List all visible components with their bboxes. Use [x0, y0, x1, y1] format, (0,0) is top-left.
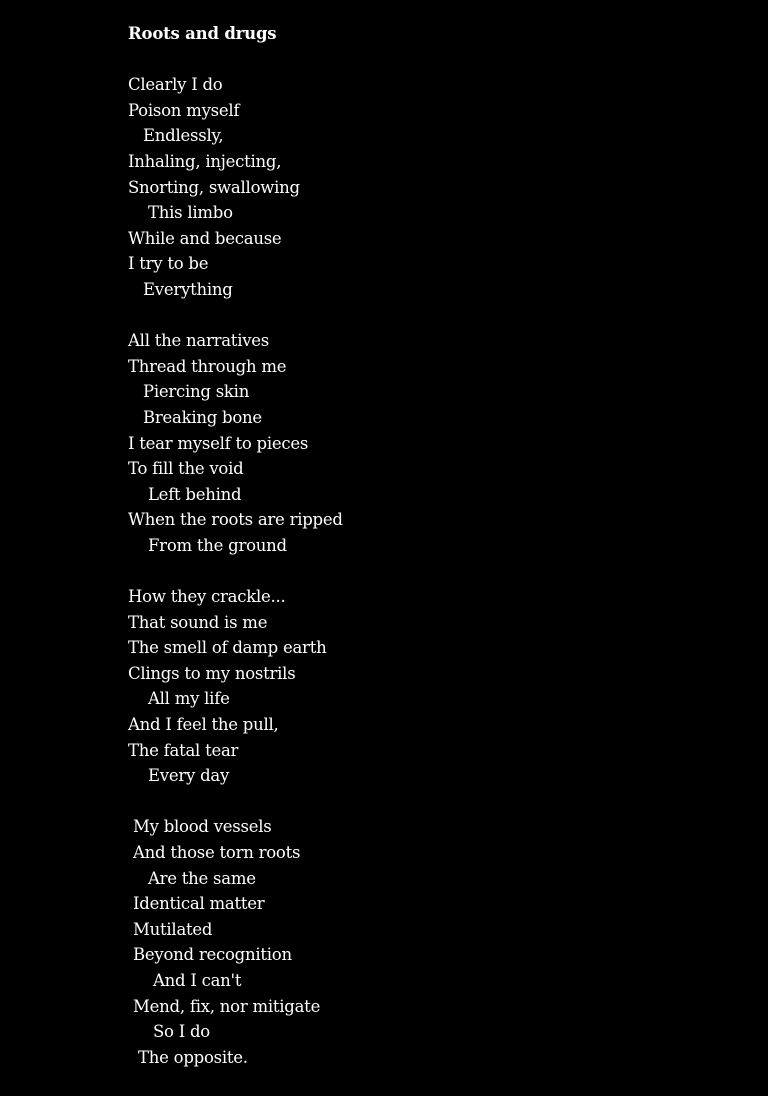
- poem-line: When the roots are ripped: [128, 510, 343, 530]
- poem-line: Every day: [128, 766, 230, 786]
- poem-line: Poison myself: [128, 100, 240, 120]
- poem-line: I try to be: [128, 254, 209, 274]
- poem-line: And I feel the pull,: [128, 715, 279, 735]
- poem-line: While and because: [128, 228, 282, 248]
- poem-line: All the narratives: [128, 331, 270, 351]
- poem-line: The opposite.: [128, 1047, 248, 1067]
- stanza-3: [128, 584, 748, 789]
- poem-line: Clearly I do: [128, 75, 223, 95]
- poem-line: Are the same: [128, 868, 256, 888]
- poem-line: So I do: [128, 1022, 210, 1042]
- poem-line: This limbo: [128, 203, 233, 223]
- poem-line: Snorting, swallowing: [128, 177, 300, 197]
- poem-line: My blood vessels: [128, 817, 272, 837]
- stanza-1: [128, 72, 748, 302]
- poem-line: Clings to my nostrils: [128, 663, 296, 683]
- poem-line: To fill the void: [128, 459, 244, 479]
- stanza-4: [128, 814, 748, 1070]
- poem-line: How they crackle...: [128, 587, 286, 607]
- poem-line: And I can't: [128, 970, 242, 990]
- poem-page: [128, 21, 748, 1096]
- poem-line: And those torn roots: [128, 843, 301, 862]
- poem-line: From the ground: [128, 535, 287, 555]
- poem-line: Identical matter: [128, 894, 265, 914]
- poem-line: Thread through me: [128, 356, 287, 376]
- poem-line: Beyond recognition: [128, 945, 292, 965]
- poem-line: That sound is me: [128, 612, 268, 632]
- poem-line: Everything: [128, 279, 233, 299]
- poem-line: Mend, fix, nor mitigate: [128, 996, 321, 1016]
- poem-line: I tear myself to pieces: [128, 433, 309, 453]
- poem-line: Left behind: [128, 484, 242, 504]
- poem-line: The smell of damp earth: [128, 638, 327, 658]
- poem-line: Mutilated: [128, 919, 213, 939]
- poem-line: Inhaling, injecting,: [128, 151, 282, 171]
- stanza-2: [128, 328, 748, 558]
- poem-line: The fatal tear: [128, 740, 239, 760]
- poem-line: Piercing skin: [128, 382, 250, 402]
- poem-line: Endlessly,: [128, 126, 224, 146]
- poem-line: All my life: [128, 689, 230, 709]
- poem-line: Breaking bone: [128, 407, 262, 427]
- poem-title: Roots and drugs: [128, 24, 277, 43]
